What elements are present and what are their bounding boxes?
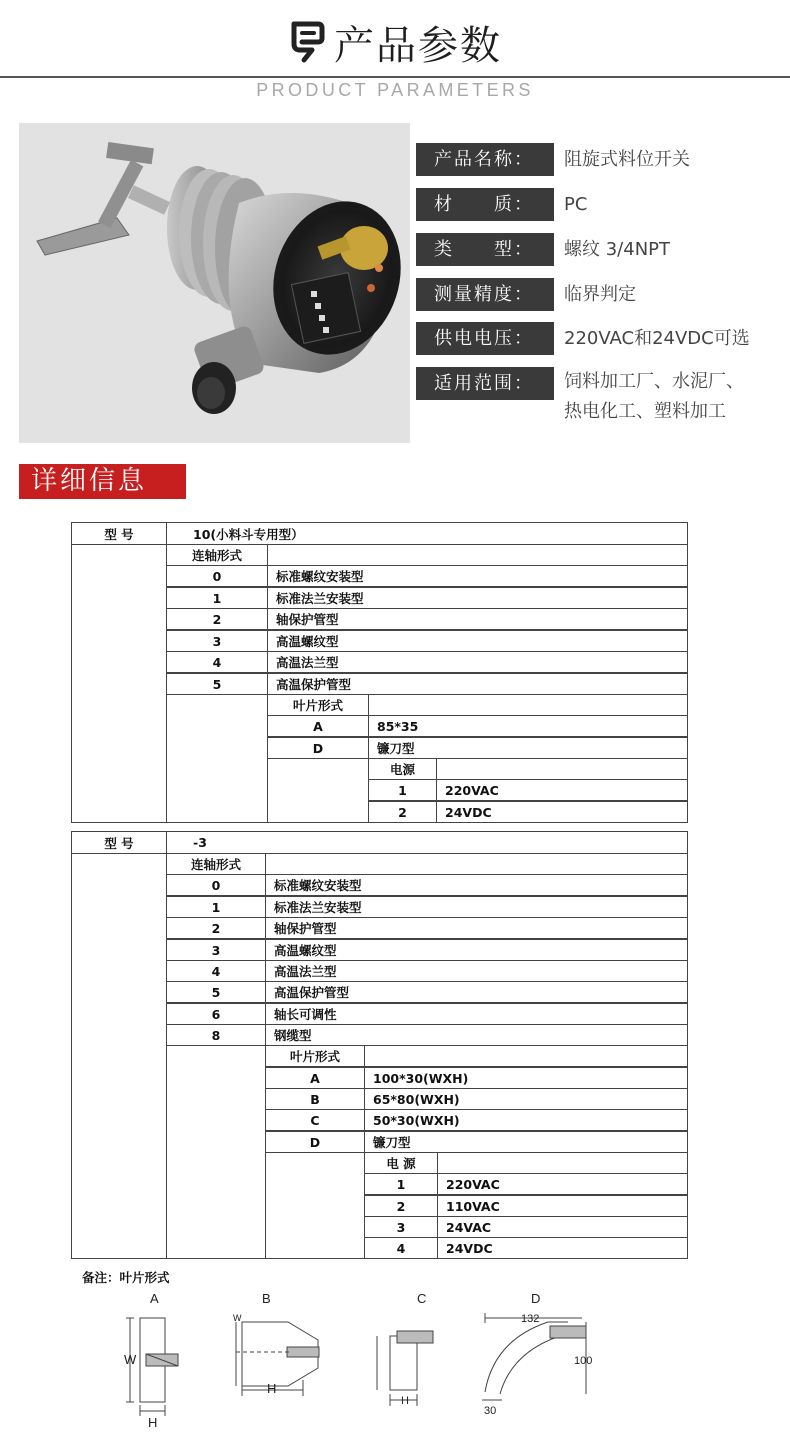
table-blank-cell	[166, 694, 268, 823]
param-row-type	[416, 233, 670, 266]
table-blank-cell	[368, 694, 688, 716]
shaft-name-cell: 轴长可调性	[265, 1003, 688, 1025]
blade-header-cell: 叶片形式	[265, 1045, 365, 1067]
param-label-text: 产品名称：	[434, 149, 534, 170]
shaft-name-cell: 高温螺纹型	[267, 630, 688, 652]
power-name-cell: 220VAC	[437, 1173, 688, 1195]
dim-label-a-w: W	[124, 1352, 137, 1367]
blade-name-cell: 镰刀型	[368, 737, 688, 759]
power-code-cell: 1	[364, 1173, 438, 1195]
power-name-cell: 110VAC	[437, 1195, 688, 1217]
param-row-voltage	[416, 322, 750, 355]
shaft-code-cell: 3	[166, 939, 266, 961]
blade-name-cell: 50*30(WXH)	[364, 1109, 688, 1131]
shaft-code-cell: 8	[166, 1024, 266, 1046]
param-label	[416, 143, 554, 176]
table-blank-cell	[71, 853, 167, 1259]
param-label-text: 材 质：	[434, 194, 534, 215]
shaft-code-cell: 3	[166, 630, 268, 652]
page-header	[0, 14, 790, 70]
dim-label-d-height: 100	[574, 1355, 593, 1367]
blade-shape-b	[236, 1322, 319, 1396]
power-code-cell: 1	[368, 779, 437, 801]
page-title: 产品参数	[334, 22, 502, 69]
shaft-name-cell: 高温法兰型	[267, 651, 688, 673]
blade-shapes-diagram	[0, 1280, 790, 1444]
page-subtitle: PRODUCT PARAMETERS	[256, 80, 534, 100]
dim-label-c-h: H	[401, 1395, 409, 1407]
param-label-text: 测量精度：	[434, 284, 534, 305]
header-divider	[0, 76, 790, 78]
blade-name-cell: 镰刀型	[364, 1131, 688, 1153]
shaft-code-cell: 4	[166, 960, 266, 982]
power-name-cell: 24VDC	[436, 801, 688, 823]
blade-shape-a	[126, 1318, 178, 1416]
power-code-cell: 4	[364, 1237, 438, 1259]
blade-code-cell: D	[267, 737, 369, 759]
shape-label-d: D	[531, 1291, 541, 1306]
shaft-header-cell: 连轴形式	[166, 853, 266, 875]
dim-label-d-width: 132	[521, 1313, 540, 1325]
shaft-code-cell: 5	[166, 673, 268, 695]
shaft-name-cell: 轴保护管型	[265, 917, 688, 939]
dim-label-b-h: H	[267, 1381, 277, 1396]
blade-code-cell: A	[265, 1067, 365, 1089]
shaft-name-cell: 标准法兰安装型	[265, 896, 688, 918]
shaft-name-cell: 高温保护管型	[265, 981, 688, 1003]
param-row-material	[416, 188, 587, 221]
blade-name-cell: 100*30(WXH)	[364, 1067, 688, 1089]
param-row-application	[416, 367, 744, 422]
power-code-cell: 2	[368, 801, 437, 823]
blade-name-cell: 85*35	[368, 715, 688, 737]
param-value: 饲料加工厂、水泥厂、 热电化工、塑料加工	[564, 371, 744, 422]
param-label-text: 供电电压：	[434, 328, 534, 349]
model-value-cell: -3	[166, 831, 688, 854]
table-blank-cell	[267, 544, 688, 566]
shaft-name-cell: 钢缆型	[265, 1024, 688, 1046]
param-row-name	[416, 143, 690, 176]
blade-code-cell: A	[267, 715, 369, 737]
dim-label-a-h: H	[148, 1415, 158, 1430]
param-label-text: 类 型：	[434, 239, 534, 260]
table-blank-cell	[436, 758, 688, 780]
power-code-cell: 3	[364, 1216, 438, 1238]
power-header-cell: 电 源	[364, 1152, 438, 1174]
detail-section-title: 详细信息	[19, 464, 186, 499]
shaft-name-cell: 标准螺纹安装型	[265, 874, 688, 896]
param-value: 临界判定	[564, 284, 636, 305]
table-blank-cell	[71, 544, 167, 823]
model-value-cell: 10(小料斗专用型）	[166, 522, 688, 545]
shaft-code-cell: 1	[166, 896, 266, 918]
dim-label-b-w: W	[233, 1313, 242, 1323]
param-value: 螺纹 3/4NPT	[564, 239, 671, 260]
shaft-name-cell: 标准螺纹安装型	[267, 565, 688, 587]
param-label	[416, 188, 554, 221]
model-label-cell: 型 号	[71, 831, 167, 854]
table-blank-cell	[437, 1152, 688, 1174]
param-label	[416, 233, 554, 266]
blade-shape-d	[482, 1313, 586, 1400]
shaft-code-cell: 0	[166, 565, 268, 587]
param-value: 220VAC和24VDC可选	[564, 328, 750, 349]
table-blank-cell	[265, 1152, 365, 1259]
shape-label-a: A	[150, 1291, 159, 1306]
blade-code-cell: B	[265, 1088, 365, 1110]
table-blank-cell	[267, 758, 369, 823]
param-value: 阻旋式料位开关	[564, 149, 690, 170]
shaft-code-cell: 2	[166, 608, 268, 630]
shaft-name-cell: 轴保护管型	[267, 608, 688, 630]
shape-label-c: C	[417, 1291, 427, 1306]
blade-name-cell: 65*80(WXH)	[364, 1088, 688, 1110]
table-blank-cell	[364, 1045, 688, 1067]
power-name-cell: 24VDC	[437, 1237, 688, 1259]
shaft-name-cell: 高温螺纹型	[265, 939, 688, 961]
param-label-text: 适用范围：	[434, 373, 534, 394]
param-label	[416, 322, 554, 355]
shaft-code-cell: 2	[166, 917, 266, 939]
param-row-accuracy	[416, 278, 636, 311]
model-label-cell: 型 号	[71, 522, 167, 545]
power-header-cell: 电源	[368, 758, 437, 780]
shaft-code-cell: 4	[166, 651, 268, 673]
notes-title: 备注：叶片形式	[82, 1270, 170, 1285]
shaft-name-cell: 高温法兰型	[265, 960, 688, 982]
brand-logo-icon	[288, 20, 326, 64]
param-label	[416, 367, 554, 400]
param-value: PC	[564, 194, 588, 215]
dim-label-d-base: 30	[484, 1405, 497, 1417]
shaft-code-cell: 0	[166, 874, 266, 896]
power-name-cell: 220VAC	[436, 779, 688, 801]
shaft-code-cell: 1	[166, 587, 268, 609]
blade-code-cell: C	[265, 1109, 365, 1131]
table-blank-cell	[166, 1045, 266, 1259]
shape-label-b: B	[262, 1291, 271, 1306]
shaft-header-cell: 连轴形式	[166, 544, 268, 566]
shaft-code-cell: 6	[166, 1003, 266, 1025]
level-switch-illustration	[19, 123, 410, 443]
blade-code-cell: D	[265, 1131, 365, 1153]
param-label	[416, 278, 554, 311]
shaft-name-cell: 高温保护管型	[267, 673, 688, 695]
blade-header-cell: 叶片形式	[267, 694, 369, 716]
table-blank-cell	[265, 853, 688, 875]
power-name-cell: 24VAC	[437, 1216, 688, 1238]
product-photo	[19, 123, 410, 443]
power-code-cell: 2	[364, 1195, 438, 1217]
shaft-name-cell: 标准法兰安装型	[267, 587, 688, 609]
shaft-code-cell: 5	[166, 981, 266, 1003]
